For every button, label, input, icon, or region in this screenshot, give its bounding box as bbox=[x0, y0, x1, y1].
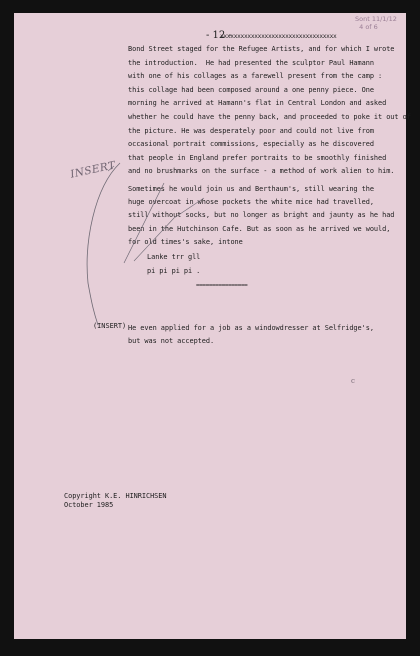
copyright-footer: Copyright K.E. HINRICHSEN October 1985 bbox=[64, 492, 167, 510]
paragraph-selfridges: He even applied for a job as a windowdresser at Selfridge's, but was not accepted. bbox=[128, 324, 374, 346]
struck-through-header: xxxxxxxxxxxxxxxxxxxxxxxxxxxxxxxxxx bbox=[220, 33, 337, 40]
insert-tag: (INSERT) bbox=[93, 322, 127, 330]
insert-bracket-line bbox=[87, 163, 120, 325]
paragraph-collage-anecdote: Bond Street staged for the Refugee Artists, and for which I wrote the introduction. He had presented the sculptor Paul Hamann with one of his collages as a farewell present from the camp : this collage had been composed around a one penny piece. One morning he arrived at Hamann's flat in Central London and asked whether he could have the penny back, and proceeded to poke it out of the picture. He was desperately poor and could not live from occasional portrait commissions, especially as he discovered that people in England prefer portraits to be smoothly finished and no brushmarks on the surface - a method of work alien to him. bbox=[128, 45, 411, 176]
poem-lines: Lanke trr gll pi pi pi pi . bbox=[147, 253, 201, 275]
page-number: - 12 - bbox=[206, 30, 232, 41]
handwritten-insert-note: INSERT bbox=[69, 159, 117, 181]
section-divider: ================ bbox=[196, 282, 248, 289]
pencil-annotations bbox=[14, 13, 406, 639]
document-page bbox=[14, 13, 411, 639]
archive-reference: Sont 11/1/12 4 of 6 bbox=[355, 15, 397, 31]
insert-arrow-line bbox=[124, 183, 164, 263]
paragraph-berthaum: Sometimes he would join us and Berthaum's, still wearing the huge overcoat in whose pockets the white mice had travelled, still without socks, but no longer as bright and jaunty as he had been in the Hutchinson Cafe. But as soon as he arrived we would, for old times's sake, intone bbox=[128, 185, 395, 246]
insert-arrow-line-2 bbox=[134, 198, 204, 261]
margin-mark: c bbox=[351, 377, 355, 385]
